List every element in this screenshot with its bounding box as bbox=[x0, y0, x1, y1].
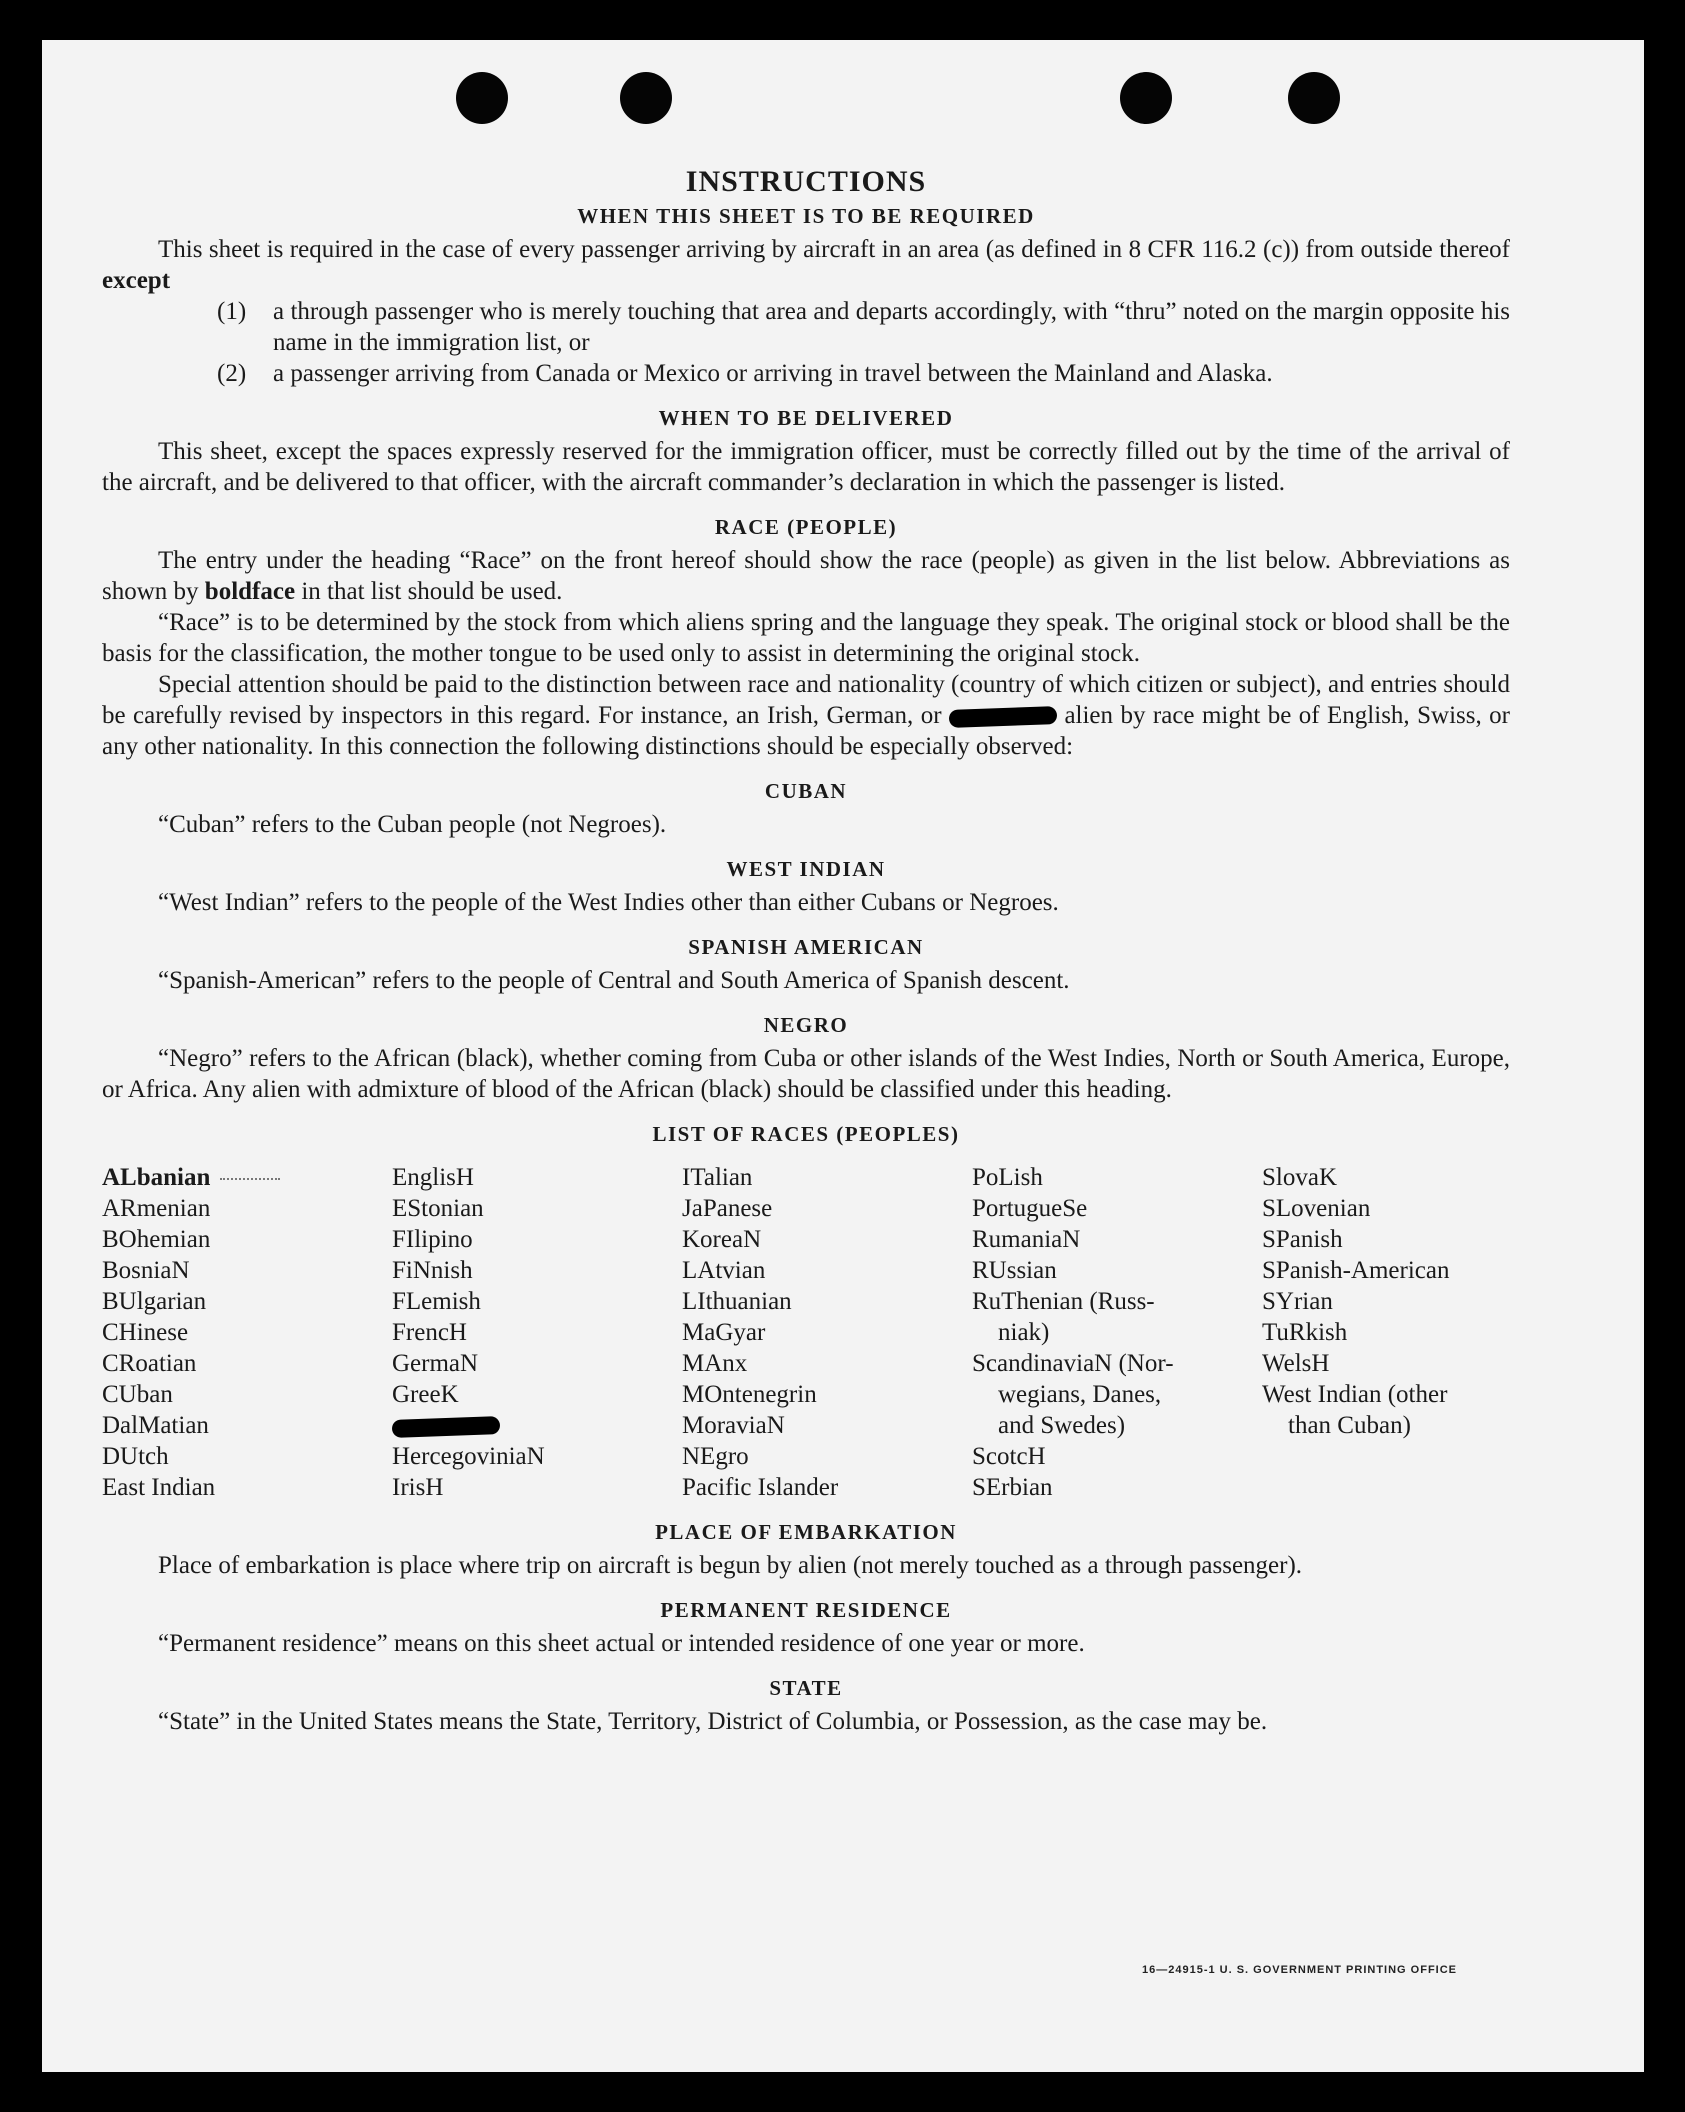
redaction-mark bbox=[949, 706, 1058, 728]
heading-required: WHEN THIS SHEET IS TO BE REQUIRED bbox=[577, 204, 1035, 228]
race-item: TuRkish bbox=[1262, 1319, 1348, 1346]
race-item: WelsH bbox=[1262, 1350, 1330, 1377]
race-item: GreeK bbox=[392, 1381, 459, 1408]
required-item-1: (1) a through passenger who is merely touching that area and departs accordingly, with “thru” noted on the margin opposite his name in the immigration list, or bbox=[217, 298, 1510, 356]
race-item: ITalian bbox=[682, 1164, 753, 1191]
heading-cuban: CUBAN bbox=[764, 779, 848, 803]
embarkation-text: Place of embarkation is place where trip on aircraft is begun by alien (not merely touched as a through passenger). bbox=[158, 1552, 1303, 1579]
race-item-continued: than Cuban) bbox=[1288, 1412, 1411, 1439]
race-item: SlovaK bbox=[1262, 1164, 1337, 1191]
race-item: MOntenegrin bbox=[682, 1381, 817, 1408]
races-list bbox=[102, 1162, 1510, 1503]
heading-negro: NEGRO bbox=[763, 1013, 849, 1037]
race-paragraph-2: “Race” is to be determined by the stock from which aliens spring and the language they speak. The original stock or blood shall be the basis for the classification, the mother tongue to be used only to assist in determining the original stock. bbox=[102, 609, 1510, 667]
page-title: INSTRUCTIONS bbox=[685, 165, 927, 198]
race-item: DUtch bbox=[102, 1443, 169, 1470]
race-paragraph-1: The entry under the heading “Race” on the front hereof should show the race (people) as given in the list below. Abbreviations as shown by boldface in that list should be used. bbox=[102, 547, 1510, 605]
race-item: ALbanian bbox=[102, 1162, 392, 1193]
heading-race: RACE (PEOPLE) bbox=[714, 515, 898, 539]
races-column-2 bbox=[392, 1162, 682, 1503]
race-item: LAtvian bbox=[682, 1257, 766, 1284]
race-item: NEgro bbox=[682, 1443, 749, 1470]
race-item: BUlgarian bbox=[102, 1288, 207, 1315]
race-item: MoraviaN bbox=[682, 1412, 785, 1439]
race-item: ARmenian bbox=[102, 1195, 211, 1222]
race-item: RuThenian (Russ- bbox=[972, 1288, 1155, 1315]
race-item: SPanish-American bbox=[1262, 1257, 1450, 1284]
heading-embarkation: PLACE OF EMBARKATION bbox=[655, 1520, 957, 1544]
races-column-5 bbox=[1262, 1162, 1510, 1503]
race-item: RumaniaN bbox=[972, 1226, 1081, 1253]
residence-text: “Permanent residence” means on this sheet actual or intended residence of one year or more. bbox=[158, 1630, 1085, 1657]
race-item: West Indian (other bbox=[1262, 1381, 1448, 1408]
race-item: RUssian bbox=[972, 1257, 1057, 1284]
race-item: BOhemian bbox=[102, 1226, 211, 1253]
heading-state: STATE bbox=[769, 1676, 843, 1700]
race-item: MAnx bbox=[682, 1350, 748, 1377]
punch-hole bbox=[1120, 72, 1172, 124]
race-item: DalMatian bbox=[102, 1412, 209, 1439]
race-paragraph-3: Special attention should be paid to the distinction between race and nationality (country of which citizen or subject), and entries should be carefully revised by inspectors in this regard. For instance, an Irish, German, or alien by race might be of English, Swiss, or any other nationality. In this connection the following distinctions should be especially observed: bbox=[102, 671, 1510, 760]
state-text: “State” in the United States means the State, Territory, District of Columbia, or Possession, as the case may be. bbox=[158, 1708, 1268, 1735]
required-item-2: (2) a passenger arriving from Canada or Mexico or arriving in travel between the Mainland and Alaska. bbox=[217, 360, 1273, 387]
race-item: CUban bbox=[102, 1381, 173, 1408]
punch-hole bbox=[456, 72, 508, 124]
race-item: East Indian bbox=[102, 1474, 216, 1501]
race-item: PortugueSe bbox=[972, 1195, 1088, 1222]
race-item: JaPanese bbox=[682, 1195, 773, 1222]
heading-spanish-american: SPANISH AMERICAN bbox=[688, 935, 924, 959]
race-item: MaGyar bbox=[682, 1319, 766, 1346]
punch-hole bbox=[620, 72, 672, 124]
race-item: GermaN bbox=[392, 1350, 479, 1377]
heading-west-indian: WEST INDIAN bbox=[726, 857, 886, 881]
race-item: IrisH bbox=[392, 1474, 444, 1501]
redaction-mark bbox=[392, 1416, 501, 1438]
race-item: EnglisH bbox=[392, 1164, 474, 1191]
west-indian-text: “West Indian” refers to the people of the West Indies other than either Cubans or Negroes. bbox=[158, 889, 1059, 916]
race-item: FIlipino bbox=[392, 1226, 473, 1253]
negro-text: “Negro” refers to the African (black), whether coming from Cuba or other islands of the West Indies, North or South America, Europe, or Africa. Any alien with admixture of blood of the African (black) should be classified under this heading. bbox=[102, 1045, 1510, 1103]
instructions-body bbox=[102, 166, 1510, 1737]
race-item: SPanish bbox=[1262, 1226, 1343, 1253]
race-item: KoreaN bbox=[682, 1226, 762, 1253]
race-item: FiNnish bbox=[392, 1257, 473, 1284]
race-item-continued: and Swedes) bbox=[998, 1412, 1126, 1439]
spanish-american-text: “Spanish-American” refers to the people of Central and South America of Spanish descent. bbox=[158, 967, 1070, 994]
race-item: EStonian bbox=[392, 1195, 484, 1222]
race-item: ScotcH bbox=[972, 1443, 1046, 1470]
heading-races-list: LIST OF RACES (PEOPLES) bbox=[652, 1122, 960, 1146]
race-item: ScandinaviaN (Nor- bbox=[972, 1350, 1174, 1377]
dotted-leader bbox=[220, 1178, 280, 1180]
cuban-text: “Cuban” refers to the Cuban people (not Negroes). bbox=[158, 811, 667, 838]
race-item: FrencH bbox=[392, 1319, 467, 1346]
race-item: BosniaN bbox=[102, 1257, 190, 1284]
races-column-3 bbox=[682, 1162, 972, 1503]
heading-delivered: WHEN TO BE DELIVERED bbox=[658, 406, 954, 430]
race-item: CHinese bbox=[102, 1319, 189, 1346]
race-item-continued: wegians, Danes, bbox=[998, 1381, 1162, 1408]
race-item-continued: niak) bbox=[998, 1319, 1050, 1346]
printing-office-code: 16—24915-1 U. S. GOVERNMENT PRINTING OFFICE bbox=[1142, 1964, 1458, 1976]
race-item: Pacific Islander bbox=[682, 1474, 839, 1501]
required-intro: This sheet is required in the case of every passenger arriving by aircraft in an area (as defined in 8 CFR 116.2 (c)) from outside thereof except bbox=[102, 236, 1510, 294]
race-item: SYrian bbox=[1262, 1288, 1333, 1315]
document-page bbox=[42, 40, 1644, 2072]
race-item: SLovenian bbox=[1262, 1195, 1371, 1222]
race-item: PoLish bbox=[972, 1164, 1043, 1191]
punch-hole bbox=[1288, 72, 1340, 124]
race-item-redacted bbox=[392, 1410, 682, 1441]
heading-residence: PERMANENT RESIDENCE bbox=[660, 1598, 952, 1622]
races-column-1 bbox=[102, 1162, 392, 1503]
race-item: LIthuanian bbox=[682, 1288, 792, 1315]
race-item: HercegoviniaN bbox=[392, 1443, 545, 1470]
delivered-text: This sheet, except the spaces expressly reserved for the immigration officer, must be correctly filled out by the time of the arrival of the aircraft, and be delivered to that officer, with the aircraft commander’s declaration in which the passenger is listed. bbox=[102, 438, 1510, 496]
race-item: FLemish bbox=[392, 1288, 481, 1315]
race-item: SErbian bbox=[972, 1474, 1053, 1501]
race-item: CRoatian bbox=[102, 1350, 197, 1377]
races-column-4 bbox=[972, 1162, 1262, 1503]
